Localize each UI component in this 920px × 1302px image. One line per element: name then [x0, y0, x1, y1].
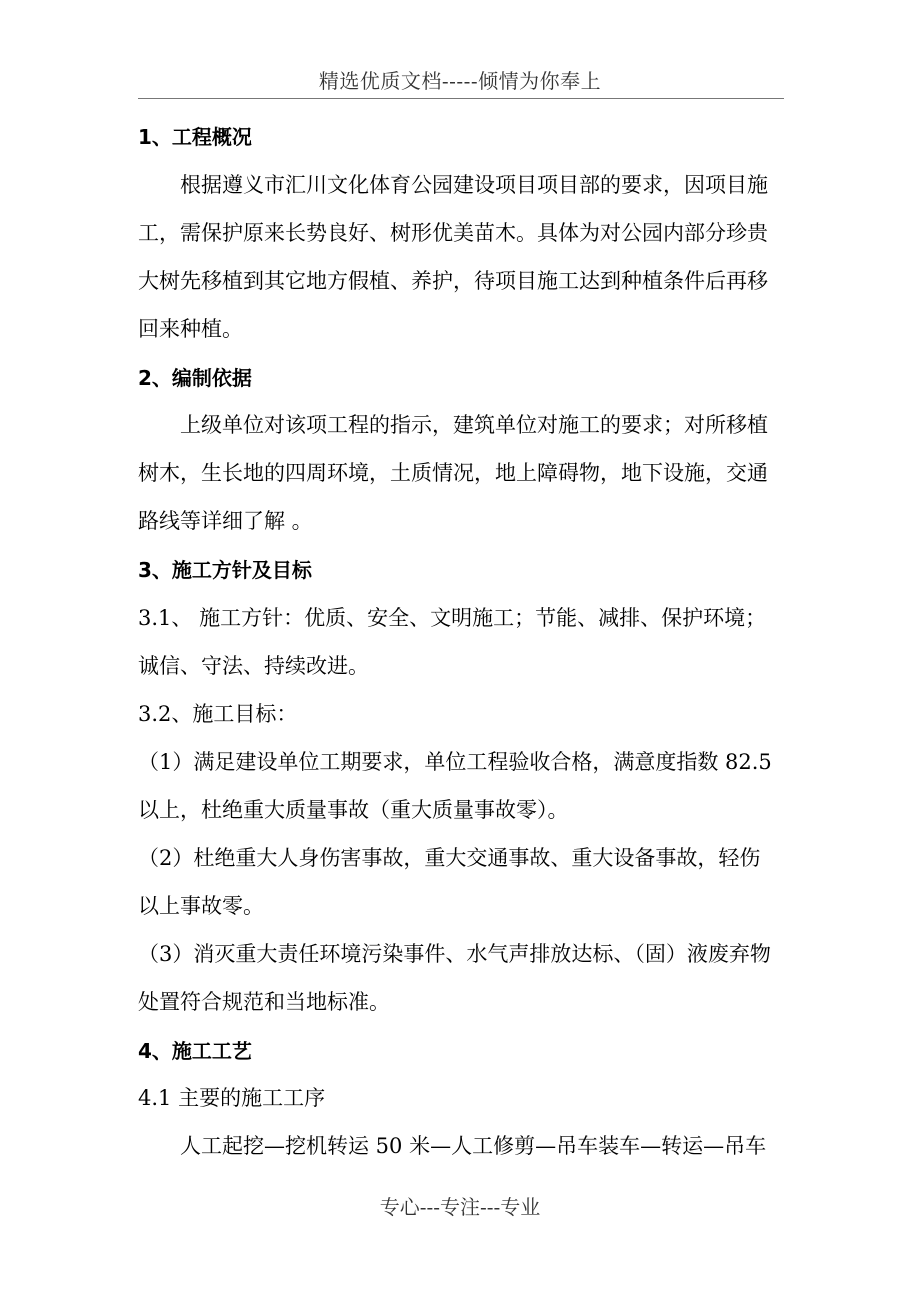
goal-item-3: （3）消灭重大责任环境污染事件、水气声排放达标、（固）液废弃物 — [138, 942, 771, 966]
paragraph-line: 树木，生长地的四周环境，土质情况，地上障碍物，地下设施，交通 — [138, 461, 768, 485]
paragraph-line: 上级单位对该项工程的指示，建筑单位对施工的要求；对所移植 — [180, 413, 768, 437]
subheading-3-2: 3.2、施工目标： — [138, 702, 298, 726]
goal-item-3-cont: 处置符合规范和当地标准。 — [138, 990, 390, 1014]
goal-item-2: （2）杜绝重大人身伤害事故，重大交通事故、重大设备事故，轻伤 — [138, 846, 761, 870]
running-footer: 专心---专注---专业 — [379, 1195, 541, 1219]
paragraph-line: 工，需保护原来长势良好、树形优美苗木。具体为对公园内部分珍贵 — [138, 221, 768, 245]
goal-item-2-cont: 以上事故零。 — [138, 894, 264, 918]
paragraph-line: 回来种植。 — [138, 317, 243, 341]
section-heading-1: 1、工程概况 — [138, 125, 252, 149]
section-heading-4: 4、施工工艺 — [138, 1039, 252, 1063]
paragraph-line: 根据遵义市汇川文化体育公园建设项目项目部的要求，因项目施 — [180, 173, 768, 197]
paragraph-line: 3.1、 施工方针：优质、安全、文明施工；节能、减排、保护环境； — [138, 606, 767, 630]
running-header: 精选优质文档-----倾情为你奉上 — [318, 69, 602, 93]
process-flow-line: 人工起挖—挖机转运 50 米—人工修剪—吊车装车—转运—吊车 — [180, 1134, 767, 1158]
header-divider — [138, 98, 784, 99]
section-heading-3: 3、施工方针及目标 — [138, 558, 312, 582]
goal-item-1-cont: 以上，杜绝重大质量事故（重大质量事故零）。 — [138, 798, 569, 822]
section-heading-2: 2、编制依据 — [138, 366, 252, 390]
goal-item-1: （1）满足建设单位工期要求，单位工程验收合格，满意度指数 82.5 — [138, 750, 772, 774]
paragraph-line: 路线等详细了解 。 — [138, 509, 313, 533]
subheading-4-1: 4.1 主要的施工工序 — [138, 1086, 326, 1110]
paragraph-line: 大树先移植到其它地方假植、养护，待项目施工达到种植条件后再移 — [138, 269, 768, 293]
paragraph-line: 诚信、守法、持续改进。 — [138, 654, 369, 678]
